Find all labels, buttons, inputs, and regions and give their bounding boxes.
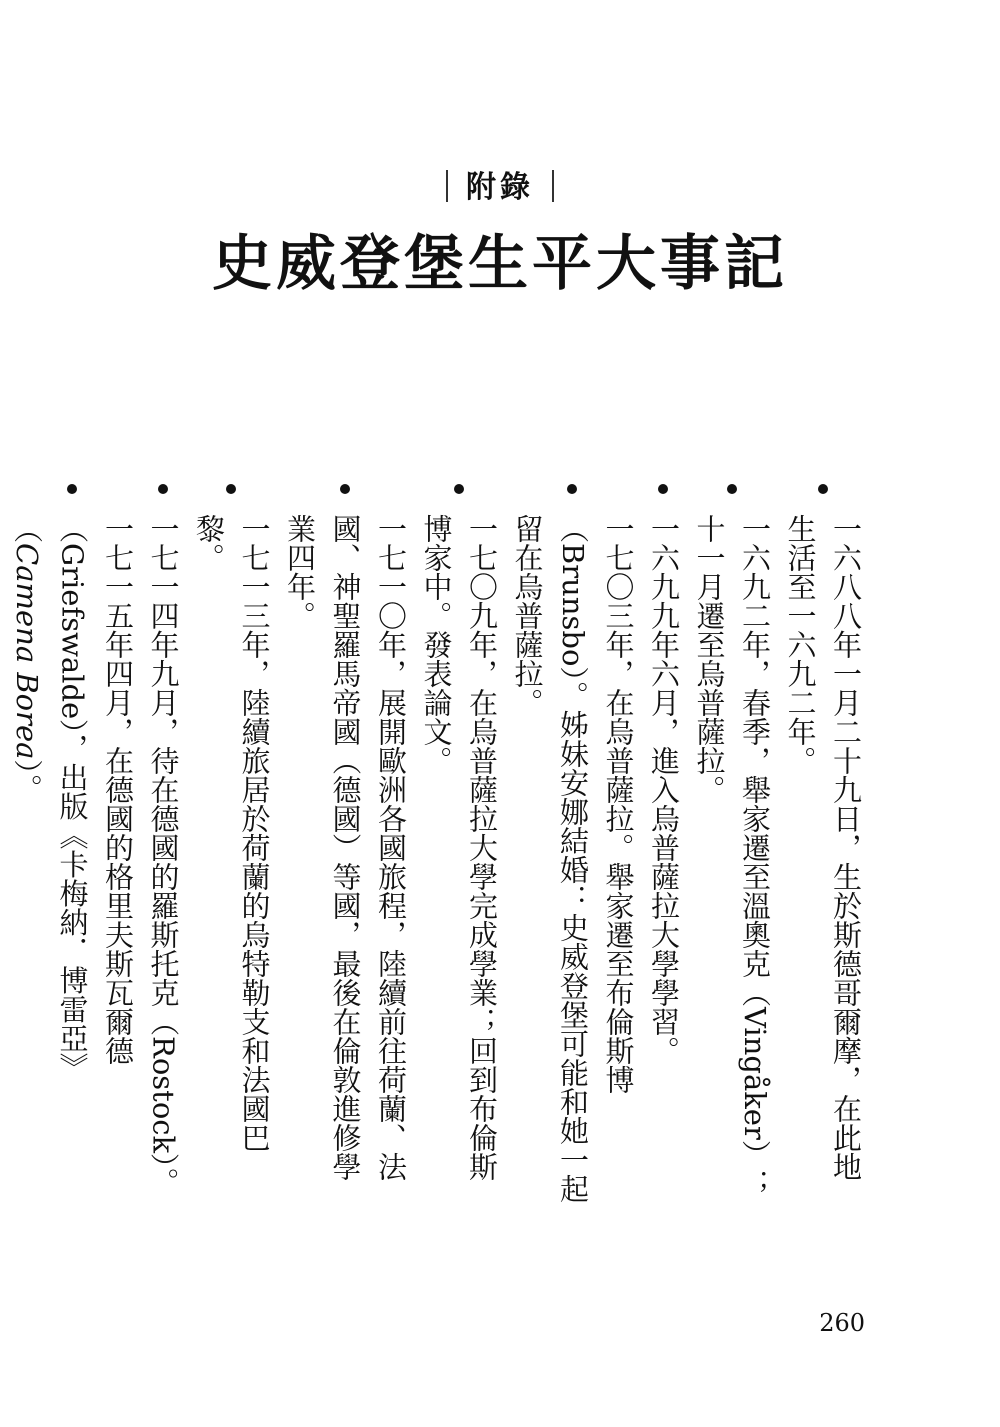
appendix-label bbox=[0, 168, 1000, 208]
timeline-item-1692: 一六九二年，春季，舉家遷至溫奧克（Vingåker）；十一月遷至烏普薩拉。 bbox=[686, 478, 777, 1208]
timeline-item-1710: 一七一〇年，展開歐洲各國旅程，陸續前往荷蘭、法國、神聖羅馬帝國（德國）等國，最後在倫敦進修學業四年。 bbox=[277, 478, 414, 1208]
timeline-item-1715-after: ）。 bbox=[10, 759, 44, 803]
page-title: 史威登堡生平大事記 bbox=[212, 229, 788, 299]
timeline-item-1713: 一七一三年，陸續旅居於荷蘭的烏特勒支和法國巴黎。 bbox=[186, 478, 277, 1208]
left-divider-bar bbox=[446, 170, 448, 202]
timeline-list bbox=[4, 478, 869, 1208]
timeline-item-1688: 一六八八年一月二十九日，生於斯德哥爾摩，在此地生活至一六九二年。 bbox=[777, 478, 868, 1208]
timeline-item-1709: 一七〇九年，在烏普薩拉大學完成學業；回到布倫斯博家中。發表論文。 bbox=[413, 478, 504, 1208]
timeline-item-1699: 一六九九年六月，進入烏普薩拉大學學習。 bbox=[641, 478, 687, 1208]
timeline-item-1715-before: 一七一五年四月，在德國的格里夫斯瓦爾德（Griefswalde），出版《卡梅納．博雷亞》（ bbox=[10, 514, 135, 1082]
appendix-label-text: 附錄 bbox=[466, 170, 534, 205]
page-number: 260 bbox=[819, 1309, 865, 1337]
right-divider-bar bbox=[552, 170, 554, 202]
timeline-item-1715 bbox=[4, 478, 141, 1208]
timeline-item-1703: 一七〇三年，在烏普薩拉。舉家遷至布倫斯博（Brunsbo）。姊妹安娜結婚：史威登堡可能和她一起留在烏普薩拉。 bbox=[504, 478, 641, 1208]
timeline-item-1715-italic-title: Camena Borea bbox=[10, 543, 44, 760]
timeline-item-1714: 一七一四年九月，待在德國的羅斯托克（Rostock）。 bbox=[140, 478, 186, 1208]
